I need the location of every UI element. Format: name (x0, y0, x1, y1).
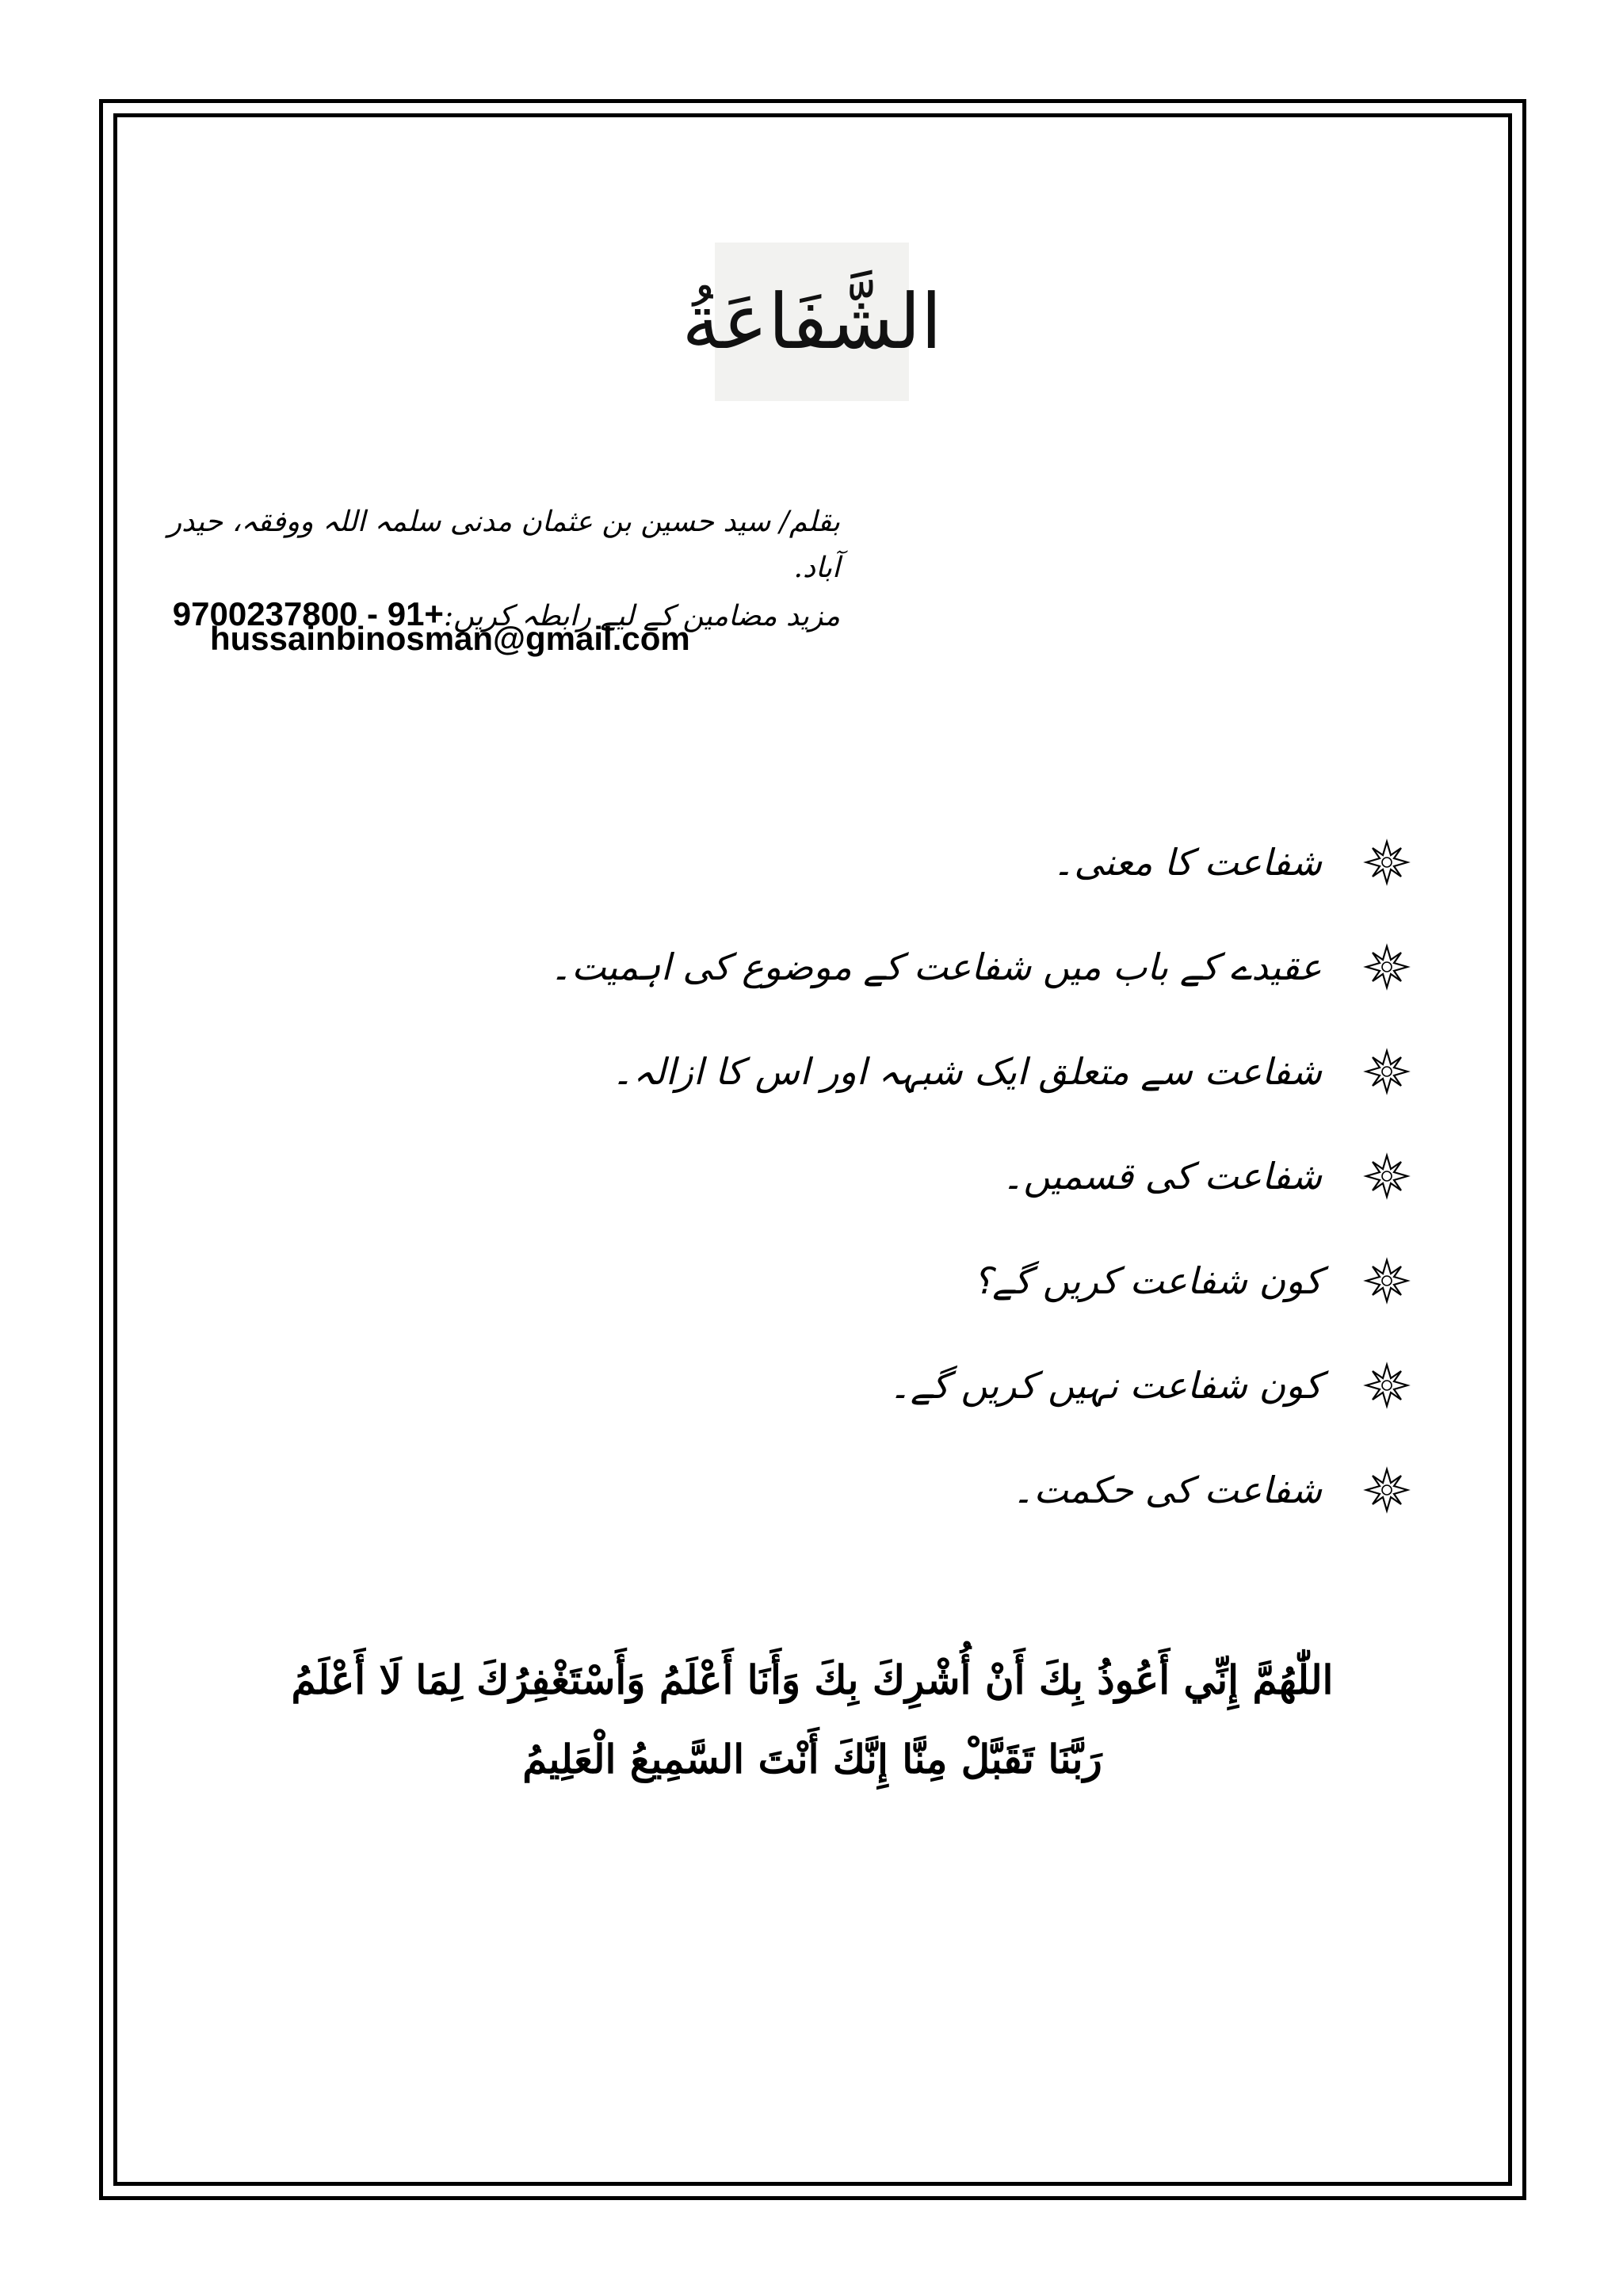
page-title: الشَّفَاعَةُ (682, 277, 942, 366)
list-item (380, 1228, 1411, 1333)
email-address: hussainbinosman@gmail.com (210, 620, 690, 657)
topic-text: شفاعت کی حکمت۔ (1012, 1469, 1322, 1511)
topic-text: عقیدے کے باب میں شفاعت کے موضوع کی اہمیت۔ (550, 946, 1322, 988)
star-burst-icon (1363, 1257, 1411, 1305)
list-item (380, 1019, 1411, 1124)
topic-text: شفاعت کی قسمیں۔ (1002, 1155, 1322, 1198)
list-item (380, 1438, 1411, 1542)
list-item (380, 810, 1411, 915)
contact-label: مزید مضامین کے لیے رابطہ کریں: (443, 600, 840, 632)
list-item (380, 1333, 1411, 1438)
dua-block (143, 1641, 1482, 1799)
star-burst-icon (1363, 1466, 1411, 1514)
star-burst-icon (1363, 1152, 1411, 1200)
author-block (143, 499, 840, 640)
topic-list (380, 810, 1411, 1542)
star-burst-icon (1363, 1362, 1411, 1409)
dua-line-1: اللّٰهُمَّ إِنِّي أَعُوذُ بِكَ أَنْ أُشْرِكَ بِكَ وَأَنَا أَعْلَمُ وَأَسْتَغْفِرُكَ لِمَا لَا أَعْلَمُ (291, 1656, 1334, 1703)
phone-number: 9700237800 - 91+ (172, 595, 444, 632)
topic-text: کون شفاعت کریں گے؟ (972, 1259, 1322, 1302)
star-burst-icon (1363, 839, 1411, 886)
dua-line-2: رَبَّنَا تَقَبَّلْ مِنَّا إِنَّكَ أَنْتَ السَّمِيعُ الْعَلِيمُ (522, 1736, 1102, 1782)
author-line: بقلم/ سید حسین بن عثمان مدنی سلمہ اللہ ووفقہ، حیدر آباد. (167, 506, 840, 584)
topic-text: کون شفاعت نہیں کریں گے۔ (889, 1364, 1322, 1407)
title-calligraphy (682, 243, 942, 401)
star-burst-icon (1363, 943, 1411, 991)
list-item (380, 915, 1411, 1019)
star-burst-icon (1363, 1048, 1411, 1095)
list-item (380, 1124, 1411, 1228)
topic-text: شفاعت کا معنی۔ (1052, 841, 1322, 884)
topic-text: شفاعت سے متعلق ایک شبہہ اور اس کا ازالہ۔ (611, 1050, 1322, 1093)
